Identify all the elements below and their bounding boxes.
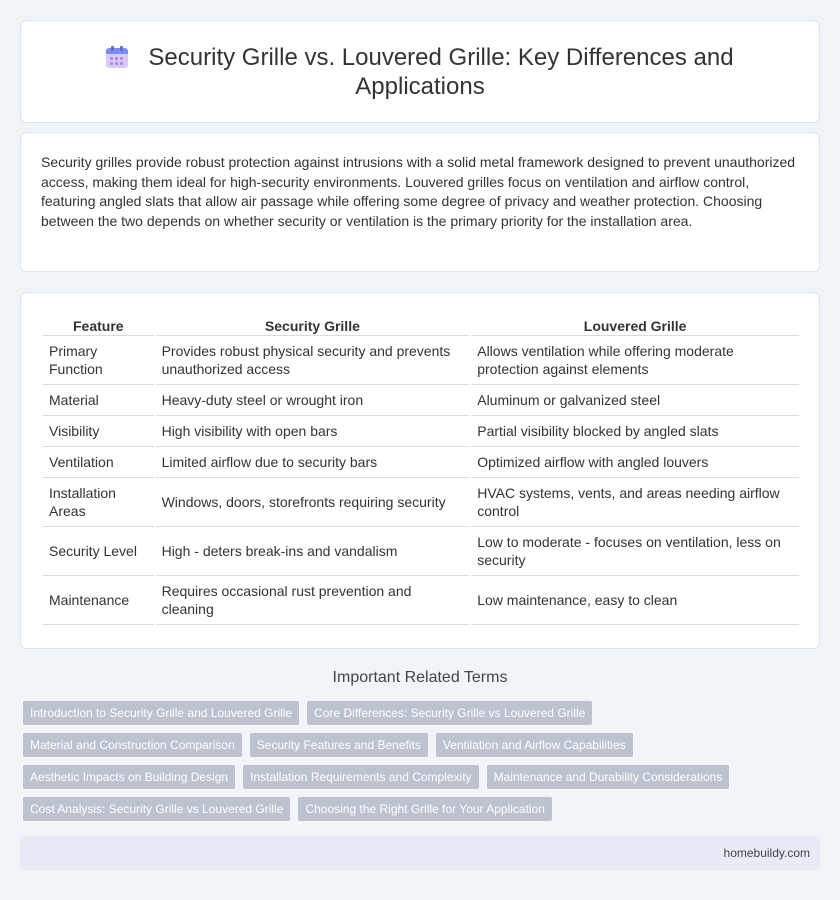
related-term-link[interactable]: Security Features and Benefits [250, 733, 428, 757]
intro-paragraph: Security grilles provide robust protection against intrusions with a solid metal framework designed to prevent unauthorized access, making them ideal for high-security environments. Louvered grilles focus on ventilation and airflow control, featuring angled slats that allow air passage while offering some degree of privacy and weather protection. Choosing between the two depends on whether security or ventilation is the primary priority for the installation area. [41, 154, 796, 229]
table-cell-feature: Security Level [43, 527, 154, 576]
table-cell-security: Provides robust physical security and prevents unauthorized access [156, 336, 470, 385]
related-terms-list [23, 701, 823, 829]
related-term-link[interactable]: Ventilation and Airflow Capabilities [436, 733, 633, 757]
table-cell-louvered: Aluminum or galvanized steel [471, 385, 799, 416]
table-cell-security: High - deters break-ins and vandalism [156, 527, 470, 576]
table-row [43, 336, 799, 385]
table-cell-feature: Primary Function [43, 336, 154, 385]
related-term-link[interactable]: Choosing the Right Grille for Your Application [298, 797, 551, 821]
table-cell-feature: Maintenance [43, 576, 154, 625]
table-cell-feature: Material [43, 385, 154, 416]
column-header-security-grille: Security Grille [156, 315, 470, 336]
related-term-link[interactable]: Cost Analysis: Security Grille vs Louvered Grille [23, 797, 290, 821]
table-cell-security: Requires occasional rust prevention and cleaning [156, 576, 470, 625]
column-header-feature: Feature [43, 315, 154, 336]
header-card [20, 20, 820, 123]
table-row [43, 416, 799, 447]
table-cell-louvered: Partial visibility blocked by angled slats [471, 416, 799, 447]
table-row [43, 385, 799, 416]
table-cell-security: Limited airflow due to security bars [156, 447, 470, 478]
calendar-icon [106, 46, 128, 68]
related-term-link[interactable]: Introduction to Security Grille and Louvered Grille [23, 701, 299, 725]
table-cell-feature: Visibility [43, 416, 154, 447]
table-row [43, 527, 799, 576]
page-title [81, 43, 759, 101]
related-term-link[interactable]: Material and Construction Comparison [23, 733, 242, 757]
footer [20, 836, 820, 870]
table-cell-security: Heavy-duty steel or wrought iron [156, 385, 470, 416]
related-terms-heading: Important Related Terms [332, 669, 508, 686]
related-term-link[interactable]: Core Differences: Security Grille vs Louvered Grille [307, 701, 592, 725]
related-term-link[interactable]: Aesthetic Impacts on Building Design [23, 765, 235, 789]
intro-card [20, 132, 820, 272]
related-term-link[interactable]: Maintenance and Durability Considerations [487, 765, 730, 789]
table-cell-louvered: HVAC systems, vents, and areas needing airflow control [471, 478, 799, 527]
table-cell-security: Windows, doors, storefronts requiring security [156, 478, 470, 527]
table-row [43, 447, 799, 478]
table-cell-security: High visibility with open bars [156, 416, 470, 447]
table-header-row [43, 315, 799, 336]
table-cell-louvered: Optimized airflow with angled louvers [471, 447, 799, 478]
related-term-link[interactable]: Installation Requirements and Complexity [243, 765, 478, 789]
table-row [43, 478, 799, 527]
table-cell-louvered: Allows ventilation while offering moderate protection against elements [471, 336, 799, 385]
table-cell-louvered: Low to moderate - focuses on ventilation, less on security [471, 527, 799, 576]
comparison-table-card [20, 292, 820, 649]
table-cell-louvered: Low maintenance, easy to clean [471, 576, 799, 625]
table-cell-feature: Ventilation [43, 447, 154, 478]
table-row [43, 576, 799, 625]
comparison-table [41, 315, 801, 625]
page-title-text: Security Grille vs. Louvered Grille: Key Differences and Applications [148, 44, 734, 100]
column-header-louvered-grille: Louvered Grille [471, 315, 799, 336]
footer-site-link[interactable]: homebuildy.com [723, 846, 810, 860]
table-cell-feature: Installation Areas [43, 478, 154, 527]
